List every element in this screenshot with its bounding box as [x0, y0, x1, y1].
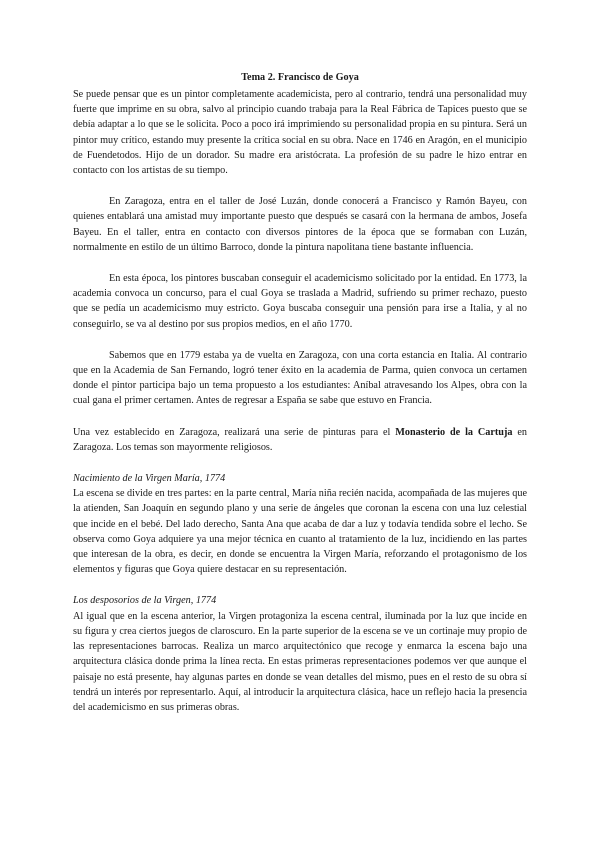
work-text-desposorios: Al igual que en la escena anterior, la Virgen protagoniza la escena central, iluminada por la luz que incide en su figura y crea ciertos juegos de claroscuro. En la parte superior de la escena se ve un cortinaje muy propio de las representaciones barrocas. Realiza un marco arquitectónico que recoge y enmarca la escena bajo una arquitectura clásica donde prima la línea recta. En estas primeras representaciones podemos ver que aunque el paisaje no está presente, hay algunas partes en donde se vean detalles del mismo, pues en el resto de su obra sí tendrá un interés por representarlo. Aquí, al introducir la arquitectura clásica, hace un reflejo hacia la presencia del academicismo en sus primeras obras. [73, 610, 527, 713]
paragraph-1779: Sabemos que en 1779 estaba ya de vuelta en Zaragoza, con una corta estancia en Italia. Al contrario que en la Academia de San Fernando, logró tener éxito en la academia de Parma, quien convoca un certamen donde el pintor participa bajo un tema propuesto a los estudiantes: Aníbal atravesando los Alpes, obra con la cual gana el primer certamen. Antes de regresar a España se sabe que estuvo en Francia. [73, 349, 527, 407]
cartuja-text-before: Una vez establecido en Zaragoza, realizará una serie de pinturas para el [73, 426, 396, 438]
page-title: Tema 2. Francisco de Goya [241, 72, 359, 83]
work-text-nacimiento: La escena se divide en tres partes: en la parte central, María niña recién nacida, acompañada de las mujeres que la atienden, San Joaquín en segundo plano y una serie de ángeles que coronan la escena con una luz celestial que incide en el bebé. Del lado derecho, Santa Ana que acaba de dar a luz y todavía tendida sobre el lecho. Se observa como Goya adquiere ya una mejor técnica en cuanto al tratamiento de la luz, incidiendo en las partes que interesan de la obra, es decir, en donde se encuentra la Virgen María, reforzando el protagonismo de los elementos y figuras que Goya quiere destacar en su representación. [73, 488, 527, 576]
cartuja-bold-name: Monasterio de la Cartuja [395, 426, 513, 438]
intro-paragraph: Se puede pensar que es un pintor completamente academicista, pero al contrario, tendrá una personalidad muy fuerte que imprime en su obra, salvo al principio cuando trabaja para la Real Fábrica de Tapices puesto que se debía adaptar a lo que se le solicita. Poco a poco irá imprimiendo su personalidad propia en su pintura. Será un pintor muy crítico, estando muy presente la crítica social en su obra. Nace en 1746 en Aragón, en el municipio de Fuendetodos. Hijo de un dorador. Su madre era aristócrata. La profesión de su padre le hizo entrar en contacto con los artistas de su tiempo. [73, 89, 527, 177]
paragraph-cartuja [73, 425, 527, 455]
paragraph-epoca: En esta época, los pintores buscaban conseguir el academicismo solicitado por la entidad. En 1773, la academia convoca un concurso, para el cual Goya se traslada a Madrid, sufriendo su primer rechazo, puesto que se pedía un academicismo muy estricto. Goya buscaba conseguir una pensión para irse a Italia, y al no conseguirlo, se va al destino por sus propios medios, en el año 1770. [73, 273, 527, 330]
work-heading-desposorios: Los desposorios de la Virgen, 1774 [73, 595, 217, 607]
paragraph-zaragoza: En Zaragoza, entra en el taller de José Luzán, donde conocerá a Francisco y Ramón Bayeu, con quienes entablará una amistad muy importante puesto que después se casará con la hermana de ambos, Josefa Bayeu. En el taller, entra en contacto con diversos pintores de la época que se formaban con Luzán, normalmente en estilo de un último Barroco, donde la pintura napolitana tiene bastante influencia. [73, 196, 527, 253]
cartuja-text-after: en Zaragoza. Los temas son mayormente religiosos. [73, 426, 527, 453]
work-heading-nacimiento: Nacimiento de la Virgen María, 1774 [73, 473, 226, 485]
